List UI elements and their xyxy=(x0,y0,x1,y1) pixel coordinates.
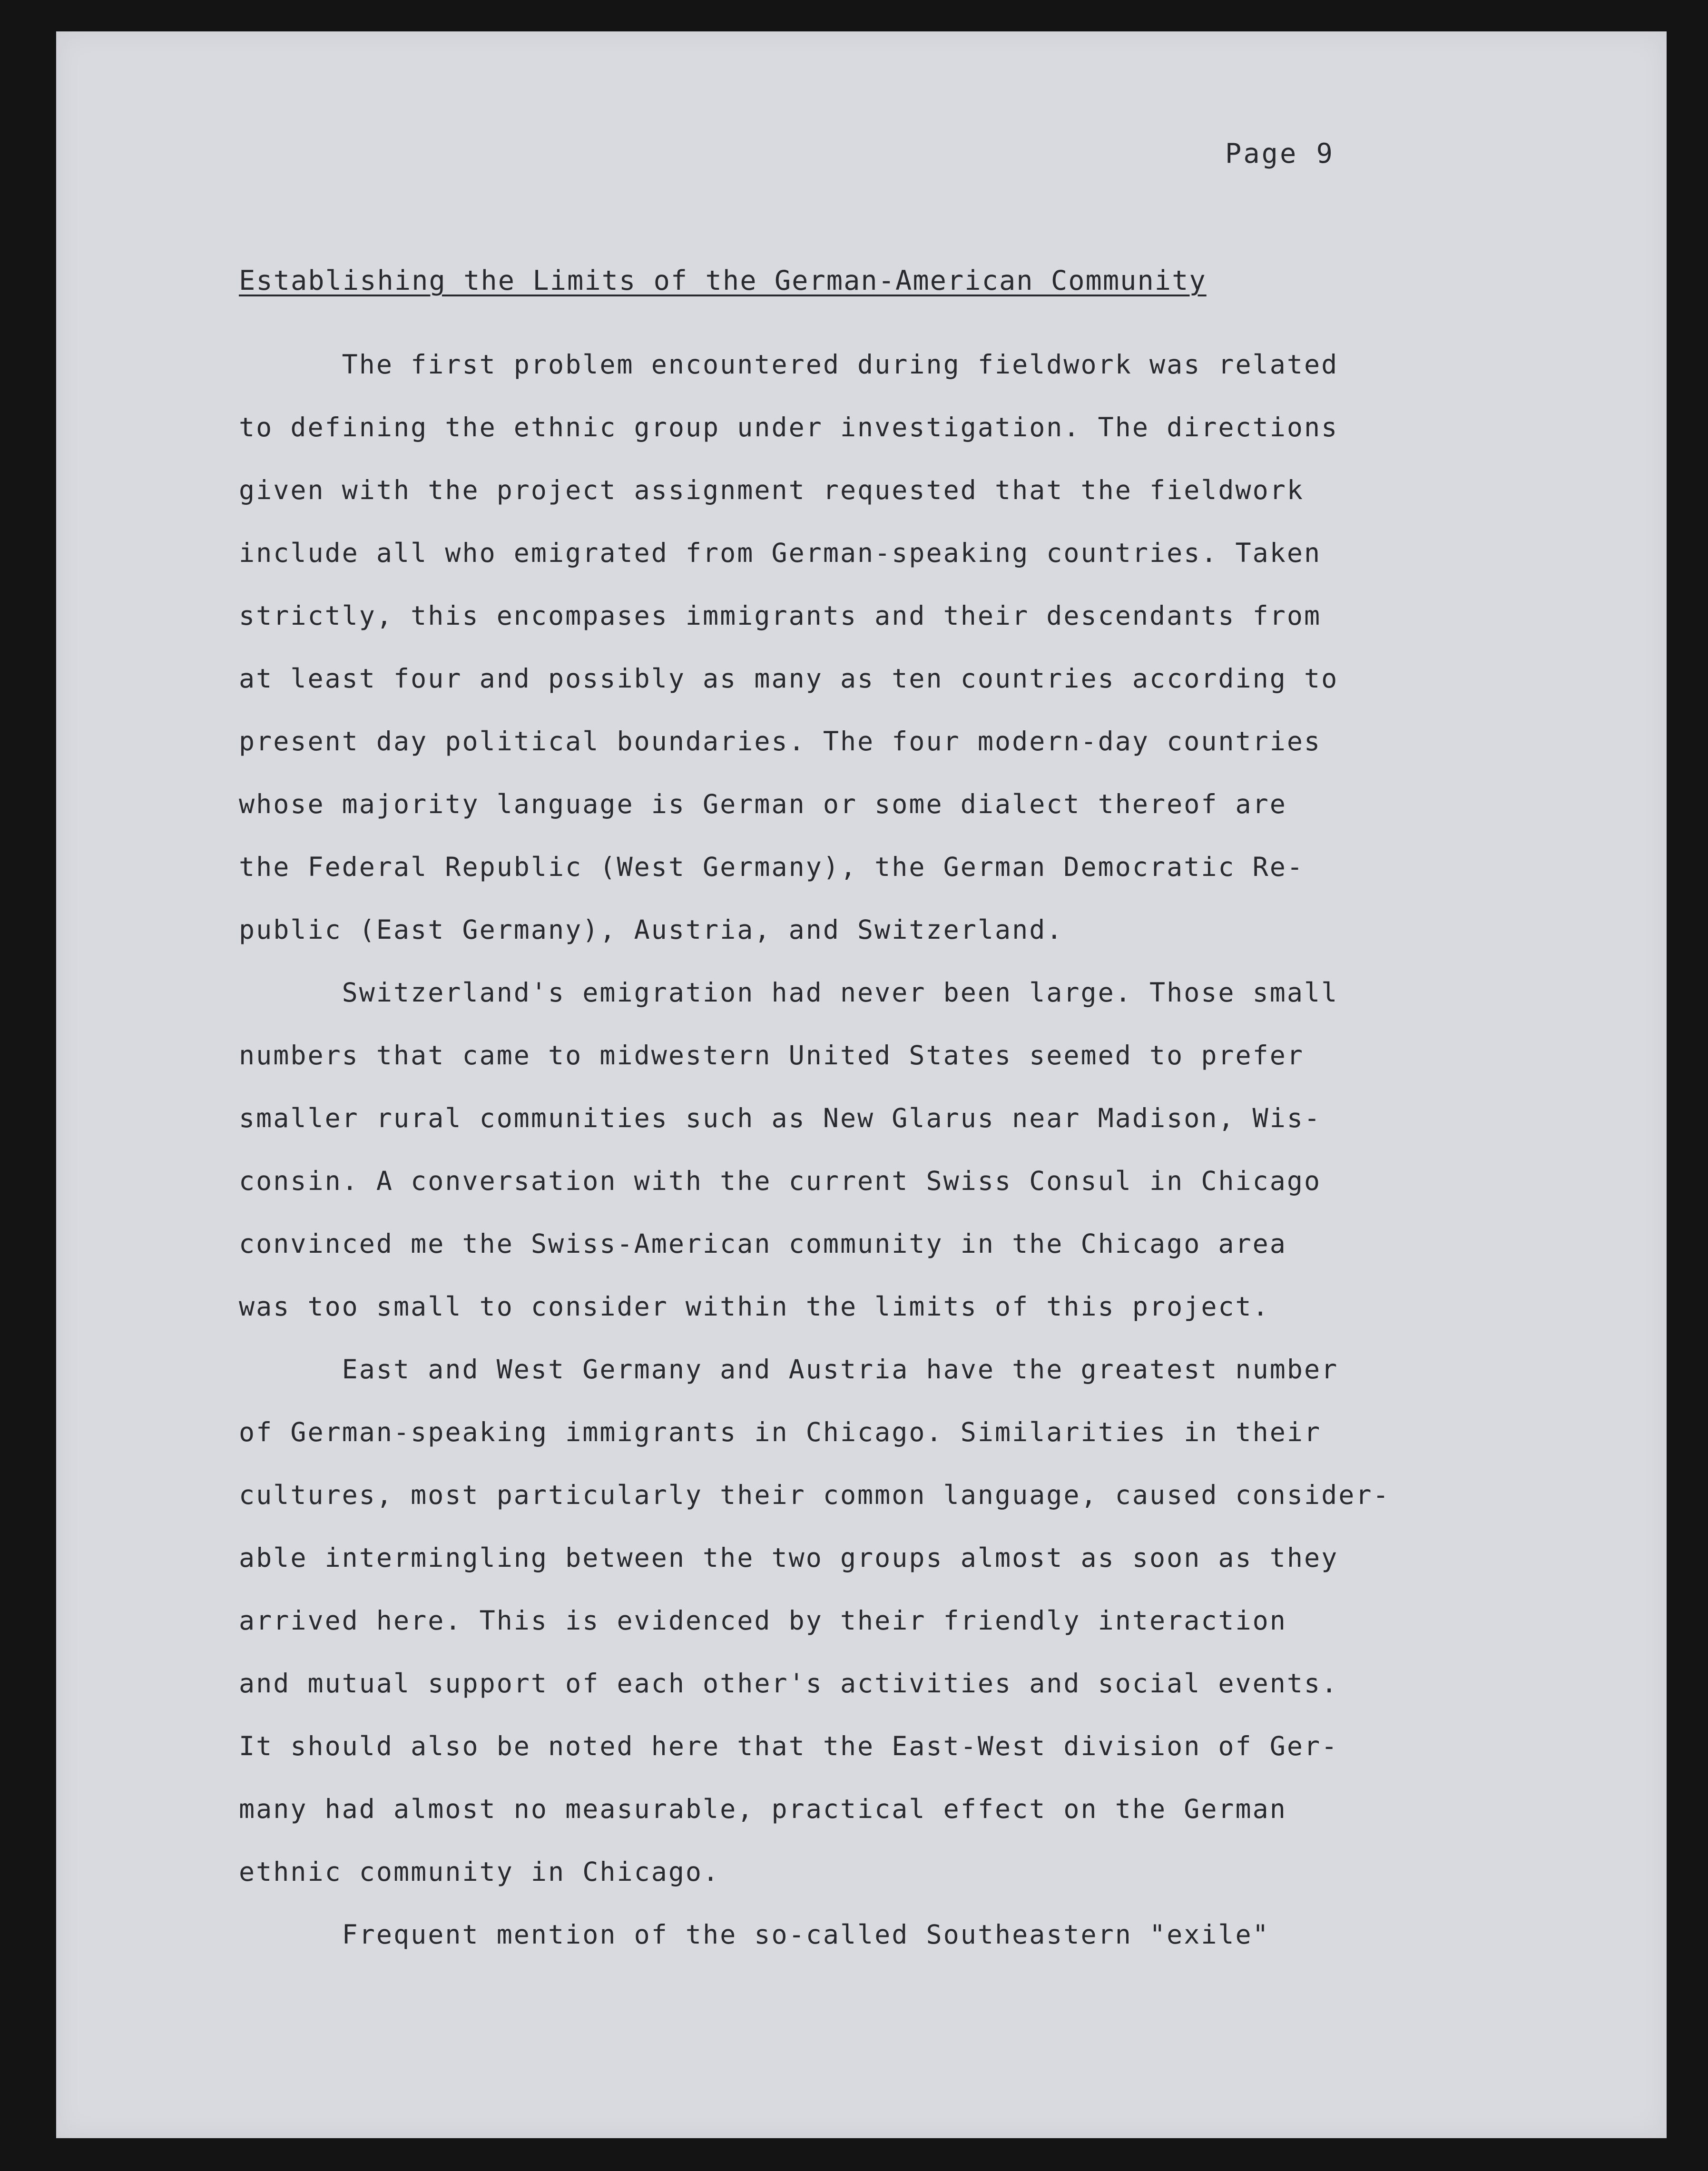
text-line: ethnic community in Chicago. xyxy=(239,1857,720,1887)
text-line: of German-speaking immigrants in Chicago. Similarities in their xyxy=(239,1417,1322,1447)
text-line: public (East Germany), Austria, and Switzerland. xyxy=(239,914,1064,945)
page-number: Page 9 xyxy=(1225,138,1335,169)
text-line: Frequent mention of the so-called Southeastern "exile" xyxy=(239,1919,1270,1950)
text-line: was too small to consider within the limits of this project. xyxy=(239,1291,1270,1322)
text-line: The first problem encountered during fieldwork was related xyxy=(239,349,1339,380)
text-line: whose majority language is German or some dialect thereof are xyxy=(239,789,1287,819)
text-line: given with the project assignment requested that the fieldwork xyxy=(239,475,1304,505)
text-line: many had almost no measurable, practical effect on the German xyxy=(239,1794,1287,1824)
text-line: numbers that came to midwestern United States seemed to prefer xyxy=(239,1040,1304,1071)
text-line: include all who emigrated from German-speaking countries. Taken xyxy=(239,538,1322,568)
text-line: present day political boundaries. The four modern-day countries xyxy=(239,726,1322,756)
text-line: East and West Germany and Austria have the greatest number xyxy=(239,1354,1339,1385)
text-line: at least four and possibly as many as ten countries according to xyxy=(239,663,1339,694)
text-line: able intermingling between the two groups almost as soon as they xyxy=(239,1542,1339,1573)
text-line: the Federal Republic (West Germany), the German Democratic Re- xyxy=(239,852,1304,882)
text-line: It should also be noted here that the East-West division of Ger- xyxy=(239,1731,1339,1761)
text-line: consin. A conversation with the current Swiss Consul in Chicago xyxy=(239,1166,1322,1196)
text-line: cultures, most particularly their common language, caused consider- xyxy=(239,1480,1390,1510)
text-line: to defining the ethnic group under investigation. The directions xyxy=(239,412,1339,442)
body-text xyxy=(239,333,1566,1966)
text-line: Switzerland's emigration had never been large. Those small xyxy=(239,977,1339,1008)
text-line: convinced me the Swiss-American community in the Chicago area xyxy=(239,1228,1287,1259)
text-line: smaller rural communities such as New Glarus near Madison, Wis- xyxy=(239,1103,1322,1133)
text-line: and mutual support of each other's activities and social events. xyxy=(239,1668,1339,1699)
text-line: strictly, this encompases immigrants and their descendants from xyxy=(239,600,1322,631)
section-heading: Establishing the Limits of the German-American Community xyxy=(239,265,1207,296)
text-line: arrived here. This is evidenced by their friendly interaction xyxy=(239,1605,1287,1636)
